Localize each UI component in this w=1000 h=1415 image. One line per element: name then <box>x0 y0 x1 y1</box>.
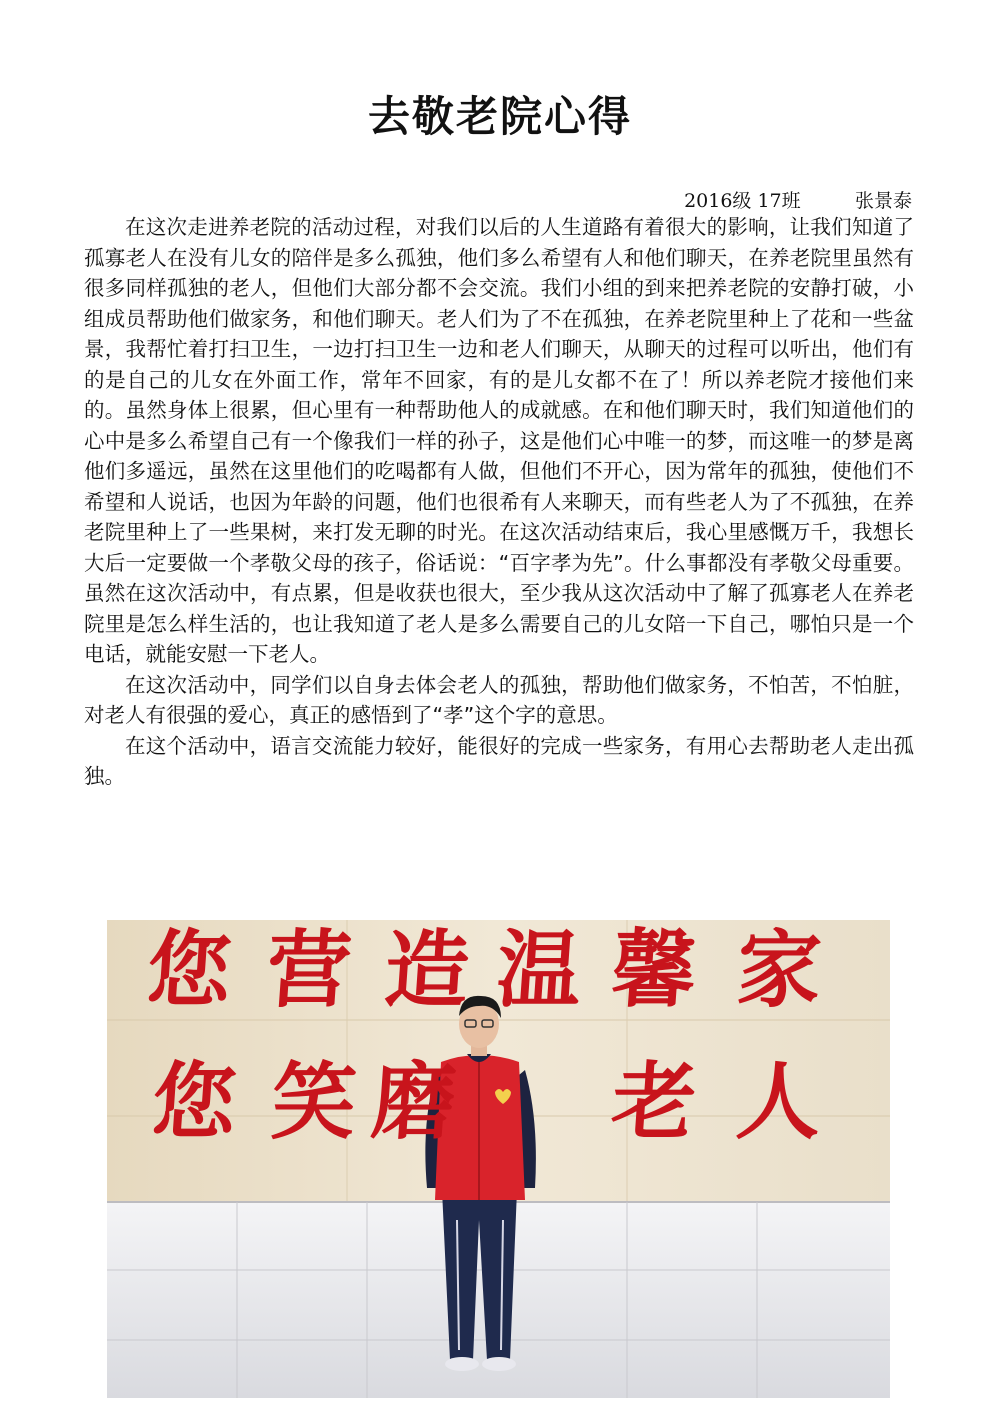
banner-char: 您 <box>148 1052 240 1151</box>
activity-photo <box>107 920 890 1398</box>
banner-char: 馨 <box>608 920 700 1019</box>
banner-char: 磨 <box>368 1052 460 1151</box>
paragraph-2: 在这次活动中，同学们以自身去体会老人的孤独，帮助他们做家务，不怕苦，不怕脏，对老人有很强的爱心，真正的感悟到了“孝”这个字的意思。 <box>84 672 914 727</box>
banner-char: 造 <box>381 920 473 1019</box>
paragraph-3: 在这个活动中，语言交流能力较好，能很好的完成一些家务，有用心去帮助老人走出孤独。 <box>84 733 914 788</box>
banner-char: 老 <box>608 1052 700 1151</box>
banner-char: 营 <box>263 920 355 1019</box>
paragraph-1: 在这次走进养老院的活动过程，对我们以后的人生道路有着很大的影响，让我们知道了孤寡老人在没有儿女的陪伴是多么孤独，他们多么希望有人和他们聊天，在养老院里虽然有很多同样孤独的老人，但他们大部分都不会交流。我们小组的到来把养老院的安静打破，小组成员帮助他们做家务，和他们聊天。老人们为了不在孤独，在养老院里种上了花和一些盆景，我帮忙着打扫卫生，一边打扫卫生一边和老人们聊天，从聊天的过程可以听出，他们有的是自己的儿女在外面工作，常年不回家，有的是儿女都不在了！所以养老院才接他们来的。虽然身体上很累，但心里有一种帮助他人的成就感。在和他们聊天时，我们知道他们的心中是多么希望自己有一个像我们一样的孙子，这是他们心中唯一的梦，而这唯一的梦是离他们多遥远，虽然在这里他们的吃喝都有人做，但他们不开心，因为常年的孤独，使他们不希望和人说话，也因为年龄的问题，他们也很希有人来聊天，而有些老人为了不孤独，在养老院里种上了一些果树，来打发无聊的时光。在这次活动结束后，我心里感慨万千，我想长大后一定要做一个孝敬父母的孩子，俗话说：“百字孝为先”。什么事都没有孝敬父母重要。虽然在这次活动中，有点累，但是收获也很大，至少我从这次活动中了解了孤寡老人在养老院里是怎么样生活的，也让我知道了老人是多么需要自己的儿女陪一下自己，哪怕只是一个电话，就能安慰一下老人。 <box>84 215 914 666</box>
byline: 2016级 17班 张景泰 <box>684 190 912 212</box>
banner-char: 家 <box>733 920 825 1019</box>
banner-char: 笑 <box>268 1052 360 1151</box>
document-title: 去敬老院心得 <box>367 92 632 141</box>
banner-char: 温 <box>493 920 585 1019</box>
banner-char: 人 <box>733 1052 825 1151</box>
banner-char: 您 <box>143 920 235 1019</box>
essay-body <box>84 212 914 792</box>
